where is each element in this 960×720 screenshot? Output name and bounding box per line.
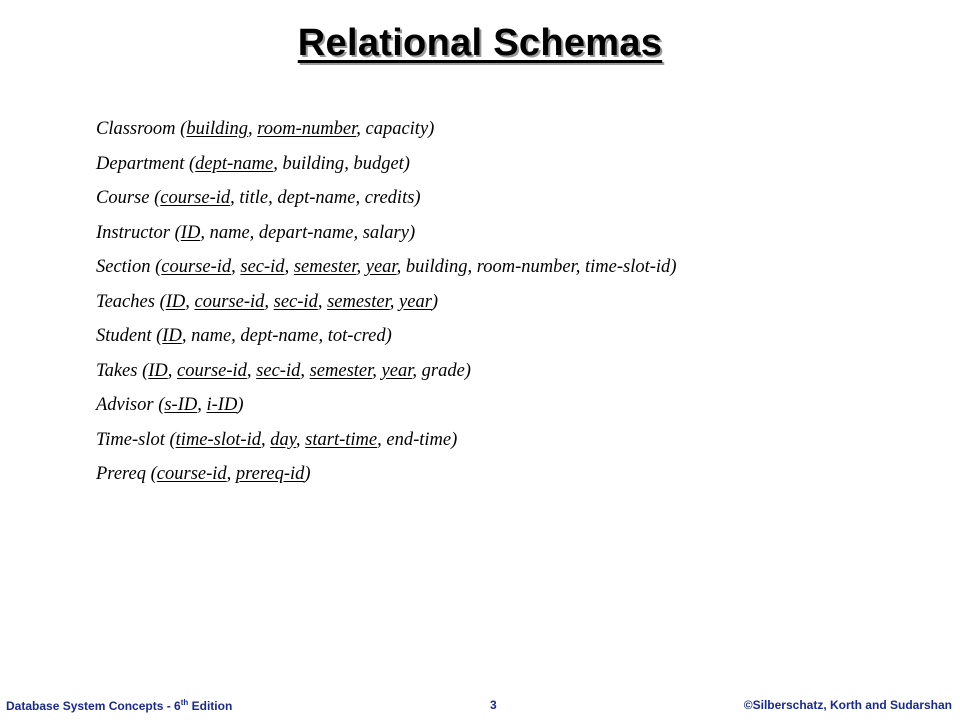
schema-course: Course (course-id, title, dept-name, credits) bbox=[96, 188, 421, 208]
key-attribute: course-id bbox=[156, 464, 227, 484]
attribute: dept-name bbox=[277, 188, 356, 208]
slide-title: Relational Schemas bbox=[297, 22, 663, 64]
key-attribute: building bbox=[186, 119, 248, 139]
key-attribute: semester bbox=[293, 257, 357, 277]
attribute: name bbox=[209, 222, 250, 243]
schema-name: Teaches bbox=[96, 291, 155, 312]
attribute: name bbox=[191, 326, 232, 346]
attribute: capacity bbox=[365, 119, 429, 139]
key-attribute: ID bbox=[162, 326, 182, 346]
key-attribute: s-ID bbox=[164, 395, 198, 415]
attribute: time-slot-id bbox=[585, 257, 671, 277]
key-attribute: sec-id bbox=[273, 291, 318, 312]
schema-takes: Takes (ID, course-id, sec-id, semester, year, grade) bbox=[96, 360, 471, 381]
key-attribute: semester bbox=[309, 360, 373, 381]
key-attribute: year bbox=[365, 257, 397, 277]
attribute: grade bbox=[421, 360, 465, 381]
key-attribute: semester bbox=[327, 291, 390, 312]
key-attribute: course-id bbox=[177, 360, 247, 381]
key-attribute: dept-name bbox=[195, 153, 274, 174]
footer-copyright: ©Silberschatz, Korth and Sudarshan bbox=[743, 698, 952, 712]
schema-name: Classroom bbox=[96, 119, 176, 139]
schema-section: Section (course-id, sec-id, semester, year, building, room-number, time-slot-id) bbox=[96, 257, 677, 277]
attribute: budget bbox=[353, 153, 404, 174]
footer-page-number: 3 bbox=[490, 698, 497, 712]
key-attribute: room-number bbox=[257, 119, 357, 139]
schema-name: Time-slot bbox=[96, 429, 165, 450]
schema-student: Student (ID, name, dept-name, tot-cred) bbox=[96, 326, 392, 346]
attribute: tot-cred bbox=[327, 326, 386, 346]
key-attribute: ID bbox=[180, 222, 201, 243]
slide-footer bbox=[6, 698, 952, 714]
attribute: salary bbox=[362, 222, 409, 243]
key-attribute: prereq-id bbox=[235, 464, 305, 484]
schema-name: Prereq bbox=[96, 464, 146, 484]
attribute: room-number bbox=[476, 257, 576, 277]
key-attribute: day bbox=[270, 429, 296, 450]
schema-name: Instructor bbox=[96, 222, 170, 243]
key-attribute: course-id bbox=[194, 291, 265, 312]
schema-name: Section bbox=[96, 257, 151, 277]
key-attribute: ID bbox=[148, 360, 168, 381]
key-attribute: i-ID bbox=[206, 395, 238, 415]
key-attribute: ID bbox=[165, 291, 186, 312]
footer-book-prefix: Database System Concepts - 6 bbox=[6, 699, 181, 713]
footer-edition-suffix: th bbox=[180, 698, 189, 707]
key-attribute: year bbox=[399, 291, 432, 312]
schema-name: Takes bbox=[96, 360, 138, 381]
attribute: building bbox=[282, 153, 345, 174]
schema-prereq: Prereq (course-id, prereq-id) bbox=[96, 464, 311, 484]
schema-name: Department bbox=[96, 153, 185, 174]
schema-name: Student bbox=[96, 326, 152, 346]
schema-name: Course bbox=[96, 188, 150, 208]
schema-instructor: Instructor (ID, name, depart-name, salary) bbox=[96, 222, 416, 243]
schema-name: Advisor bbox=[96, 395, 154, 415]
schema-teaches: Teaches (ID, course-id, sec-id, semester, year) bbox=[96, 291, 439, 312]
schema-advisor: Advisor (s-ID, i-ID) bbox=[96, 395, 244, 415]
key-attribute: sec-id bbox=[256, 360, 301, 381]
key-attribute: start-time bbox=[305, 429, 378, 450]
schema-department: Department (dept-name, building, budget) bbox=[96, 153, 410, 174]
footer-book-title bbox=[6, 698, 232, 713]
attribute: dept-name bbox=[240, 326, 319, 346]
attribute: building bbox=[405, 257, 468, 277]
title-container bbox=[0, 22, 960, 65]
key-attribute: course-id bbox=[161, 257, 232, 277]
schema-list bbox=[96, 112, 676, 492]
schema-classroom: Classroom (building, room-number, capacity) bbox=[96, 119, 435, 139]
key-attribute: year bbox=[381, 360, 413, 381]
schema-time-slot: Time-slot (time-slot-id, day, start-time, end-time) bbox=[96, 429, 458, 450]
attribute: end-time bbox=[386, 429, 452, 450]
attribute: depart-name bbox=[258, 222, 354, 243]
attribute: credits bbox=[364, 188, 415, 208]
footer-book-suffix: Edition bbox=[188, 699, 233, 713]
attribute: title bbox=[239, 188, 269, 208]
key-attribute: time-slot-id bbox=[175, 429, 261, 450]
key-attribute: sec-id bbox=[240, 257, 285, 277]
key-attribute: course-id bbox=[160, 188, 231, 208]
